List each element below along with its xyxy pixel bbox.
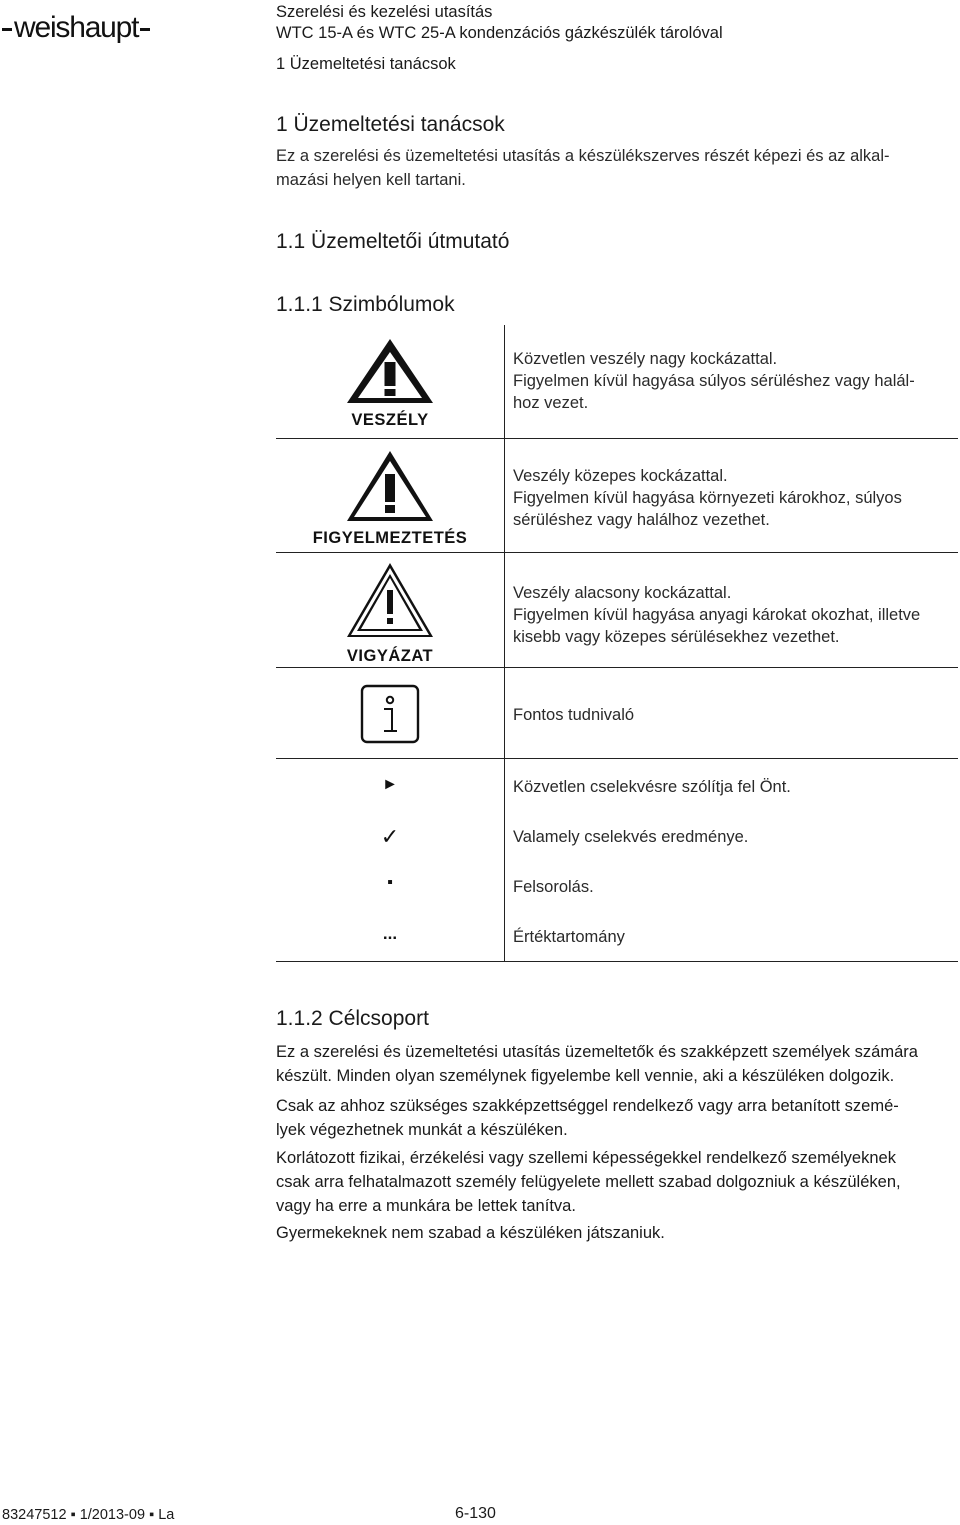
caution-description: Veszély alacsony kockázattal. Figyelmen kívül hagyása anyagi károkat okozhat, illetve kisebb vagy közepes sérülésekhez vezethet. (513, 584, 921, 646)
danger-description: Közvetlen veszély nagy kockázattal. Figyelmen kívül hagyása súlyos sérüléshez vagy halál- hoz vezet. (513, 350, 915, 412)
subsection-heading: 1.1 Üzemeltetői útmutató (276, 230, 510, 253)
paragraph: Gyermekeknek nem szabad a készüléken játszaniuk. (276, 1224, 665, 1242)
paragraph: Ez a szerelési és üzemeltetési utasítás üzemeltetők és szakképzett személyek számára készült. Minden olyan személynek figyelembe kell vennie, aki a készüléken dolgozik. (276, 1043, 918, 1085)
caution-symbol (276, 560, 504, 666)
section-ref: 1 Üzemeltetési tanácsok (276, 55, 456, 73)
doc-type: Szerelési és kezelési utasítás (276, 3, 493, 21)
action-description: Közvetlen cselekvésre szólítja fel Önt. (513, 778, 791, 796)
warning-description: Veszély közepes kockázattal. Figyelmen kívül hagyása környezeti károkhoz, súlyos sérüléshez vagy halálhoz vezethet. (513, 467, 902, 529)
info-icon (360, 684, 420, 744)
row-divider (276, 758, 958, 759)
paragraph: Korlátozott fizikai, érzékelési vagy szellemi képességekkel rendelkező személyeknek csak arra felhatalmazott személy felügyelete mellett szabad dolgozniuk a készüléken, vagy ha erre a munkára be lettek tanítva. (276, 1149, 901, 1215)
product-name: WTC 15-A és WTC 25-A kondenzációs gázkészülék tárolóval (276, 24, 723, 42)
row-divider (276, 552, 958, 553)
danger-label: VESZÉLY (351, 411, 429, 429)
row-divider (276, 961, 958, 962)
page-number: 6-130 (455, 1505, 496, 1522)
warning-icon (344, 448, 436, 524)
list-description: Felsorolás. (513, 878, 594, 896)
range-description: Értéktartomány (513, 928, 625, 946)
danger-warning-icon (344, 336, 436, 406)
row-divider (276, 667, 958, 668)
caution-label: VIGYÁZAT (346, 647, 434, 665)
row-divider (276, 438, 958, 439)
caution-icon (344, 560, 436, 640)
info-symbol (276, 684, 504, 749)
intro-paragraph: Ez a szerelési és üzemeltetési utasítás a készülékszerves részét képezi és az alkal- mazási helyen kell tartani. (276, 147, 890, 189)
danger-symbol (276, 336, 504, 430)
section-heading: 1 Üzemeltetési tanácsok (276, 113, 505, 136)
checkmark-icon: ✓ (380, 824, 400, 849)
target-group-heading: 1.1.2 Célcsoport (276, 1007, 429, 1030)
bullet-square-icon: ▪ (387, 874, 393, 891)
result-description: Valamely cselekvés eredménye. (513, 828, 749, 846)
doc-number: 83247512 ▪ 1/2013-09 ▪ La (2, 1507, 175, 1523)
info-description: Fontos tudnivaló (513, 706, 635, 724)
warning-symbol (276, 448, 504, 548)
warning-label: FIGYELMEZTETÉS (312, 529, 468, 547)
weishaupt-logo: weishaupt (0, 10, 152, 46)
ellipsis-icon: ... (382, 924, 398, 943)
table-divider (504, 325, 505, 962)
action-arrow-icon: ► (382, 776, 398, 793)
symbols-heading: 1.1.1 Szimbólumok (276, 293, 455, 316)
paragraph: Csak az ahhoz szükséges szakképzettséggel rendelkező vagy arra betanított szemé- lyek végezhetnek munkát a készüléken. (276, 1097, 899, 1139)
